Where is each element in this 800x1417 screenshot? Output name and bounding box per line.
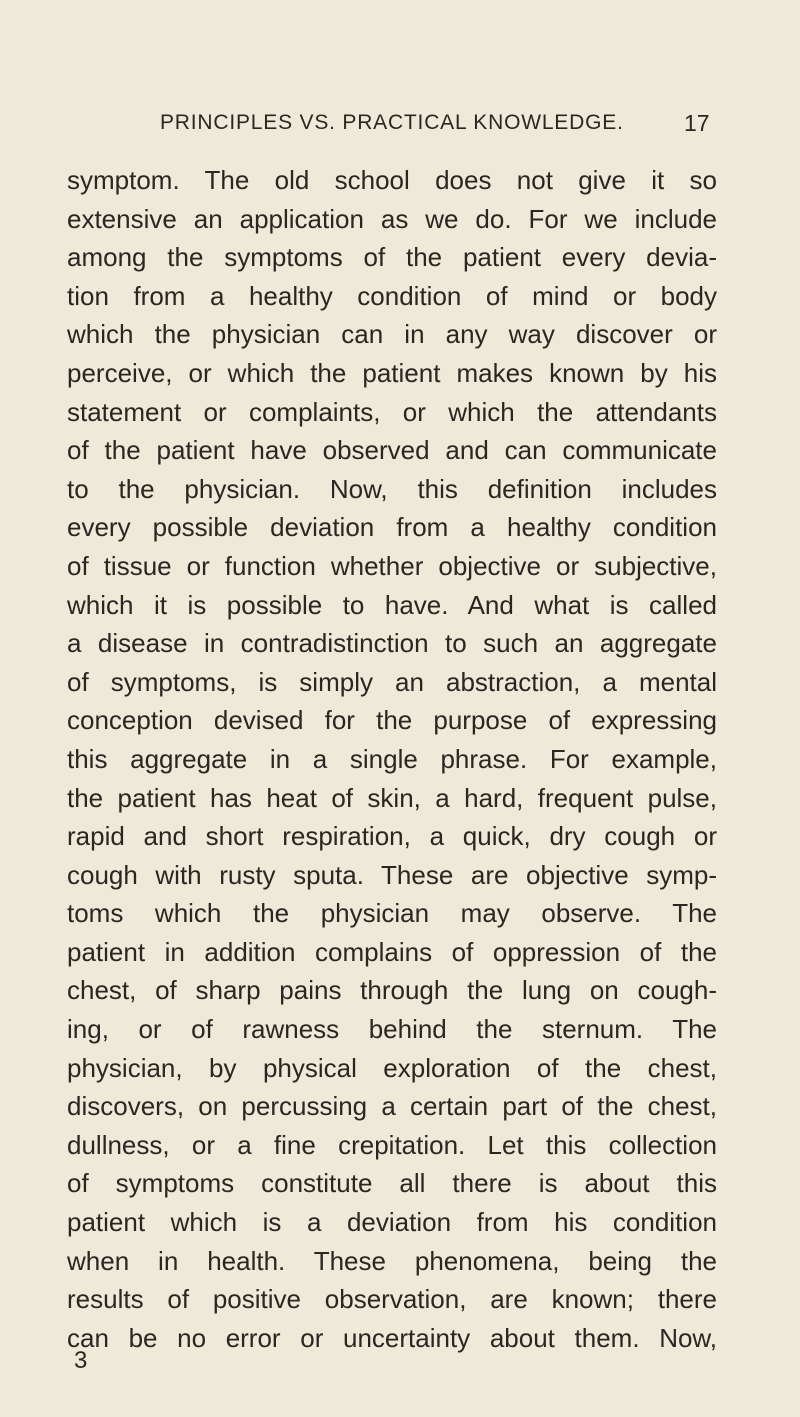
text-line: every possible deviation from a healthy condition (67, 512, 717, 543)
text-line: a disease in contradistinction to such an aggregate (67, 628, 717, 659)
text-line: extensive an application as we do. For we include (67, 203, 717, 234)
text-line: ing, or of rawness behind the sternum. The (67, 1014, 717, 1045)
text-line: which it is possible to have. And what is called (67, 589, 717, 620)
text-line: chest, of sharp pains through the lung on cough- (67, 975, 717, 1006)
text-line: patient in addition complains of oppression of the (67, 936, 717, 967)
text-line: this aggregate in a single phrase. For example, (67, 743, 717, 774)
text-line: conception devised for the purpose of expressing (67, 705, 717, 736)
text-line: which the physician can in any way discover or (67, 319, 717, 350)
text-line: physician, by physical exploration of the chest, (67, 1052, 717, 1083)
text-line: patient which is a deviation from his condition (67, 1207, 717, 1238)
text-line: among the symptoms of the patient every devia- (67, 242, 717, 273)
text-line: cough with rusty sputa. These are objective symp- (67, 859, 717, 890)
text-line: symptom. The old school does not give it so (67, 165, 717, 195)
running-head: PRINCIPLES VS. PRACTICAL KNOWLEDGE. (160, 111, 624, 134)
text-line: of symptoms constitute all there is about this (67, 1168, 717, 1199)
text-line: can be no error or uncertainty about them. Now, (67, 1322, 717, 1353)
text-line: toms which the physician may observe. The (67, 898, 717, 929)
text-line: to the physician. Now, this definition includes (67, 473, 717, 504)
text-line: the patient has heat of skin, a hard, frequent pulse, (67, 782, 717, 813)
text-line: results of positive observation, are known; there (67, 1284, 717, 1315)
page-number: 17 (684, 110, 710, 136)
signature-mark: 3 (74, 1347, 88, 1374)
text-line: discovers, on percussing a certain part of the chest, (67, 1091, 717, 1122)
text-line: of the patient have observed and can communicate (67, 435, 717, 466)
body-text (67, 161, 717, 1357)
text-line: of symptoms, is simply an abstraction, a mental (67, 666, 717, 697)
text-line: when in health. These phenomena, being the (67, 1245, 717, 1276)
text-line: dullness, or a fine crepitation. Let this collection (67, 1129, 717, 1160)
text-line: rapid and short respiration, a quick, dry cough or (67, 821, 717, 852)
text-line: perceive, or which the patient makes known by his (67, 357, 717, 388)
text-line: tion from a healthy condition of mind or body (67, 280, 717, 311)
text-line: of tissue or function whether objective or subjective, (67, 550, 717, 581)
text-line: statement or complaints, or which the attendants (67, 396, 717, 427)
